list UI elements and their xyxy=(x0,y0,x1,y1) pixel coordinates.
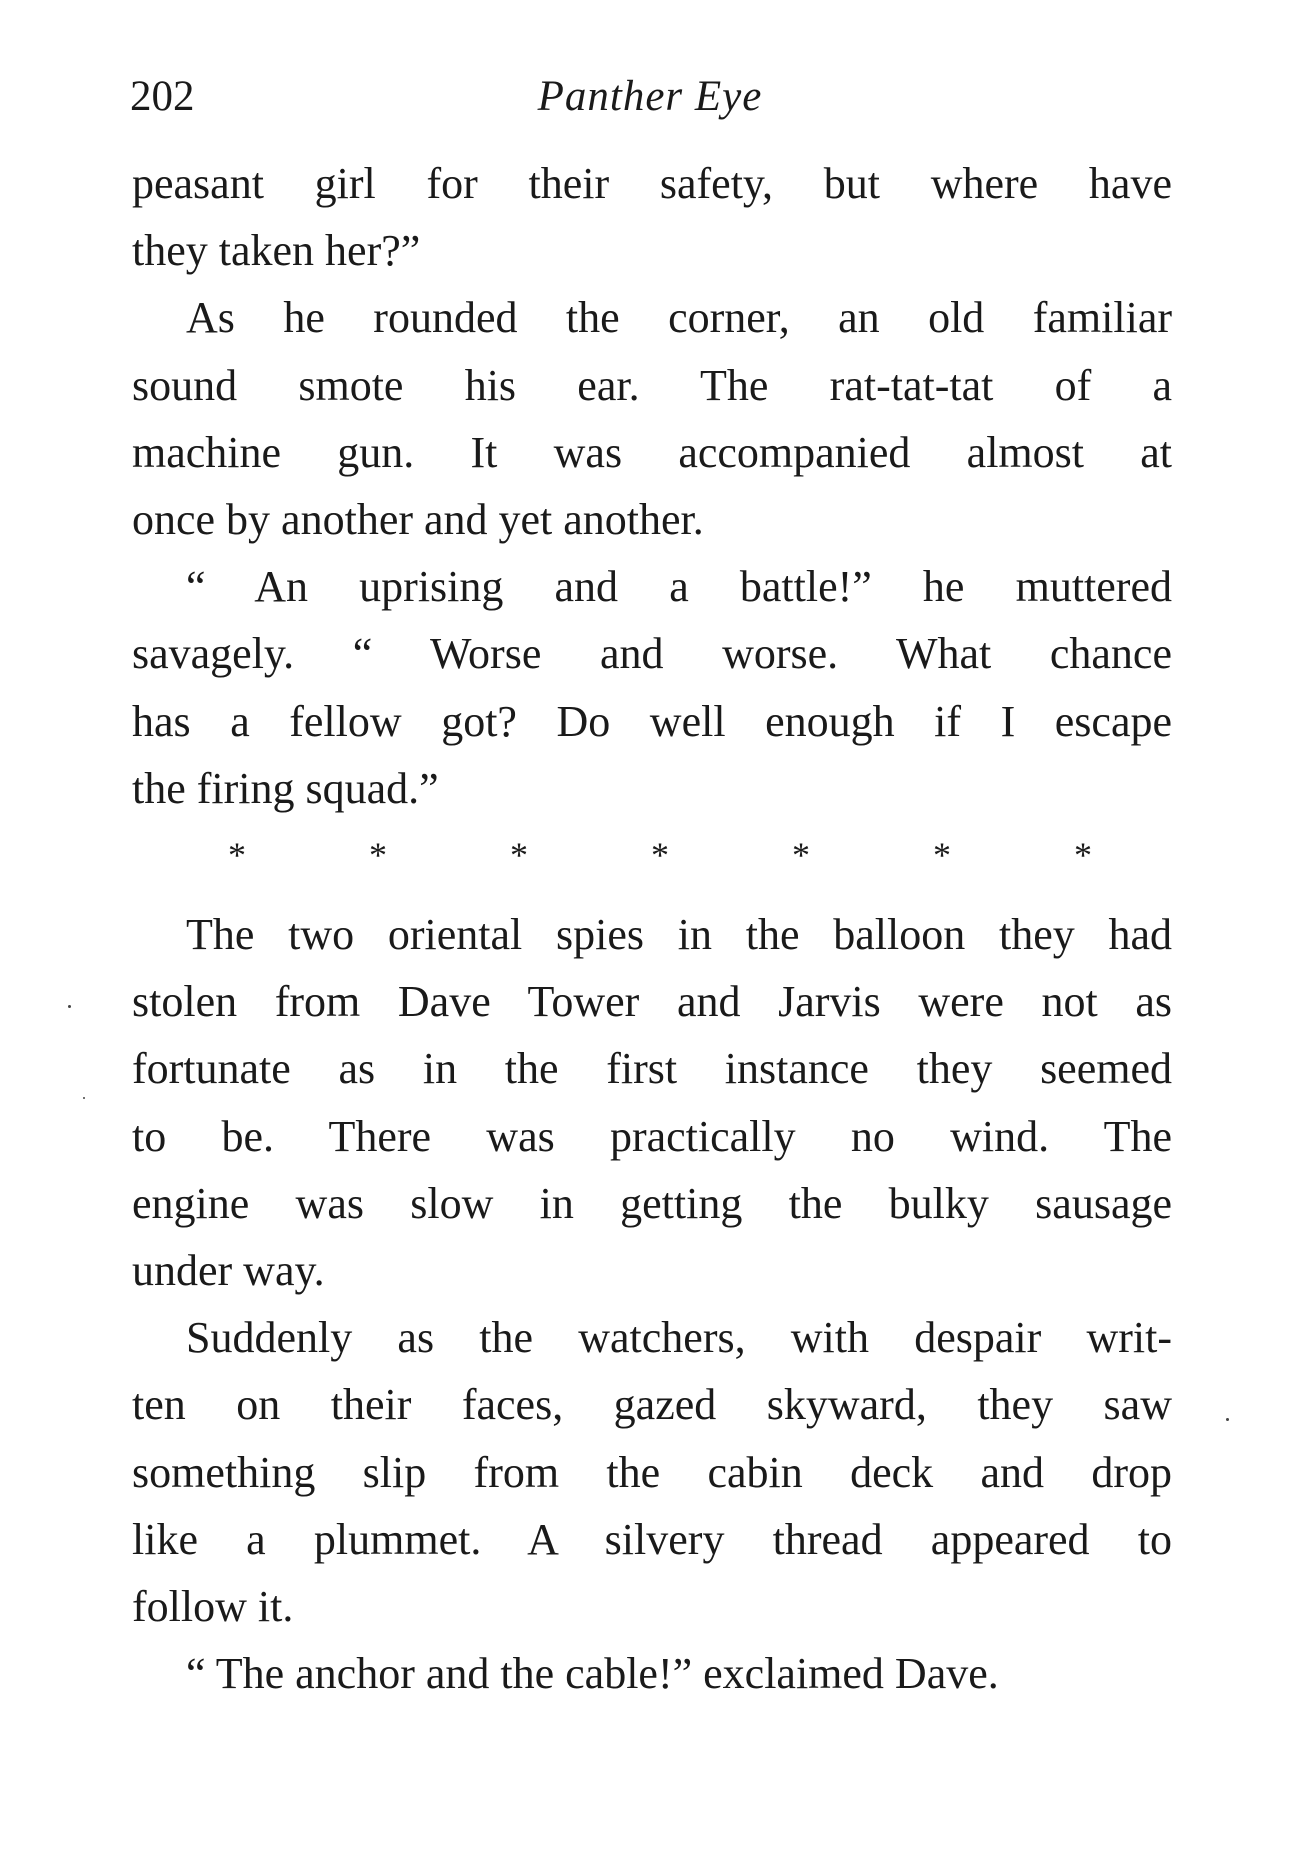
text-line: “ An uprising and a battle!” he muttered xyxy=(186,562,1172,612)
paragraph xyxy=(132,284,1172,553)
text-line: The two oriental spies in the balloon they had xyxy=(186,910,1172,960)
text-line: Suddenly as the watchers, with despair writ- xyxy=(186,1313,1172,1363)
text-line: like a plummet. A silvery thread appeared to xyxy=(132,1514,1172,1564)
paragraph xyxy=(132,1304,1172,1640)
scene-break xyxy=(132,822,1172,889)
asterisk: * xyxy=(369,834,387,875)
body-text xyxy=(132,150,1172,1707)
paragraph xyxy=(132,1640,1172,1707)
text-line: ten on their faces, gazed skyward, they saw xyxy=(132,1380,1172,1430)
text-line: sound smote his ear. The rat-tat-tat of a xyxy=(132,360,1172,410)
text-line: something slip from the cabin deck and drop xyxy=(132,1447,1172,1497)
paragraph xyxy=(132,553,1172,822)
paper-speck xyxy=(1226,1418,1229,1421)
page-header xyxy=(130,62,1170,132)
page-number: 202 xyxy=(130,73,195,120)
text-line: engine was slow in getting the bulky sausage xyxy=(132,1178,1172,1228)
asterisk: * xyxy=(933,834,951,875)
asterisk: * xyxy=(1074,834,1092,875)
text-line: “ The anchor and the cable!” exclaimed Dave. xyxy=(186,1649,999,1699)
text-line: follow it. xyxy=(132,1581,294,1631)
asterisk: * xyxy=(651,834,669,875)
text-line: machine gun. It was accompanied almost at xyxy=(132,427,1172,477)
text-line: they taken her?” xyxy=(132,226,421,276)
text-line: once by another and yet another. xyxy=(132,494,704,544)
asterisk: * xyxy=(510,834,528,875)
text-line: has a fellow got? Do well enough if I escape xyxy=(132,696,1172,746)
paragraph xyxy=(132,150,1172,284)
text-line: peasant girl for their safety, but where have xyxy=(132,159,1172,208)
text-line: to be. There was practically no wind. The xyxy=(132,1111,1172,1161)
asterisk: * xyxy=(792,834,810,875)
text-line: savagely. “ Worse and worse. What chance xyxy=(132,629,1172,679)
paper-speck xyxy=(68,1005,71,1008)
running-title: Panther Eye xyxy=(537,73,763,120)
paper-speck xyxy=(83,1097,85,1099)
asterisk: * xyxy=(228,834,246,875)
text-line: stolen from Dave Tower and Jarvis were not as xyxy=(132,977,1172,1027)
text-line: under way. xyxy=(132,1246,325,1295)
text-line: As he rounded the corner, an old familiar xyxy=(186,293,1172,343)
text-line: fortunate as in the first instance they seemed xyxy=(132,1044,1172,1094)
text-line: the firing squad.” xyxy=(132,763,439,813)
paragraph xyxy=(132,901,1172,1304)
